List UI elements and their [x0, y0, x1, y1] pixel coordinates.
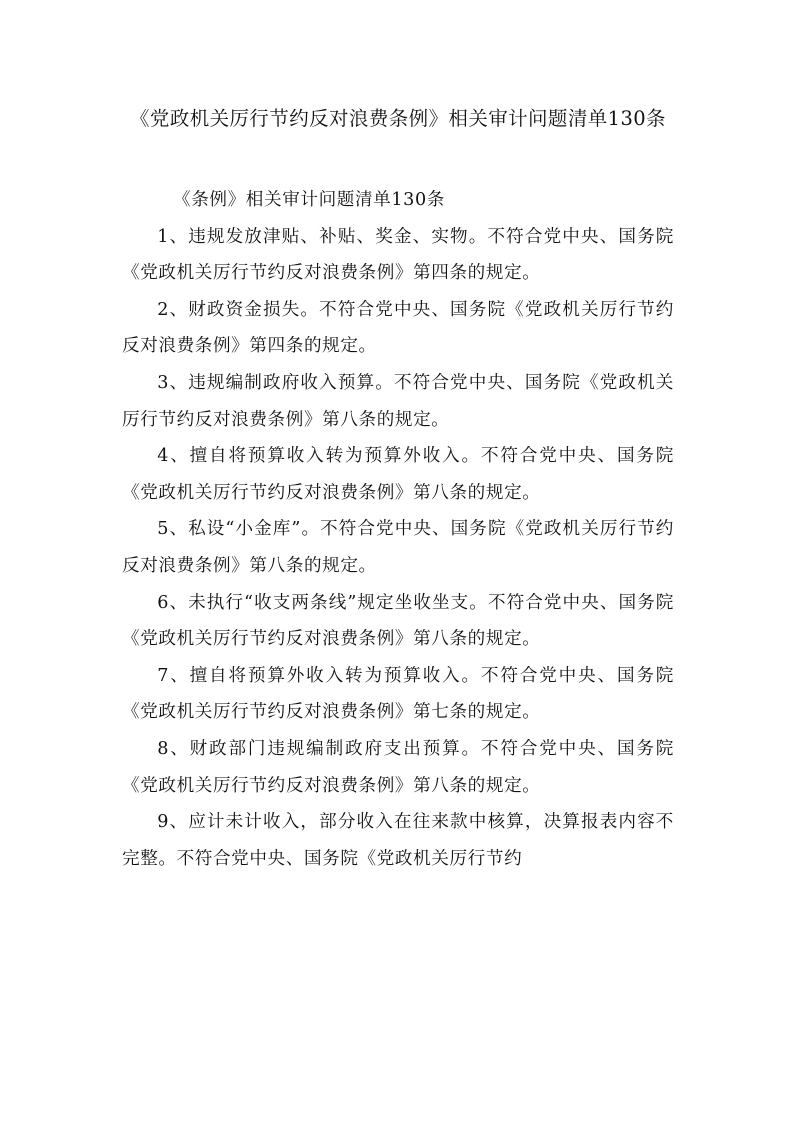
- list-item: 2、财政资金损失。不符合党中央、国务院《党政机关厉行节约反对浪费条例》第四条的规定。: [122, 299, 674, 357]
- list-item: 7、擅自将预算外收入转为预算收入。不符合党中央、国务院《党政机关厉行节约反对浪费条例》第七条的规定。: [122, 665, 674, 723]
- document-body: [122, 182, 674, 877]
- list-item: 3、违规编制政府收入预算。不符合党中央、国务院《党政机关厉行节约反对浪费条例》第八条的规定。: [122, 372, 674, 430]
- list-item: 6、未执行“收支两条线”规定坐收坐支。不符合党中央、国务院《党政机关厉行节约反对浪费条例》第八条的规定。: [122, 592, 674, 650]
- list-item: 9、应计未计收入，部分收入在往来款中核算，决算报表内容不完整。不符合党中央、国务院《党政机关厉行节约: [122, 812, 674, 869]
- list-item: 4、擅自将预算收入转为预算外收入。不符合党中央、国务院《党政机关厉行节约反对浪费条例》第八条的规定。: [122, 446, 674, 503]
- list-item: 5、私设“小金库”。不符合党中央、国务院《党政机关厉行节约反对浪费条例》第八条的规定。: [122, 519, 674, 576]
- list-item: 8、财政部门违规编制政府支出预算。不符合党中央、国务院《党政机关厉行节约反对浪费条例》第八条的规定。: [122, 738, 674, 796]
- document-title: 《党政机关厉行节约反对浪费条例》相关审计问题清单130条: [130, 107, 666, 130]
- document-subtitle: 《条例》相关审计问题清单130条: [173, 190, 445, 210]
- list-item: 1、违规发放津贴、补贴、奖金、实物。不符合党中央、国务院《党政机关厉行节约反对浪费条例》第四条的规定。: [122, 226, 674, 284]
